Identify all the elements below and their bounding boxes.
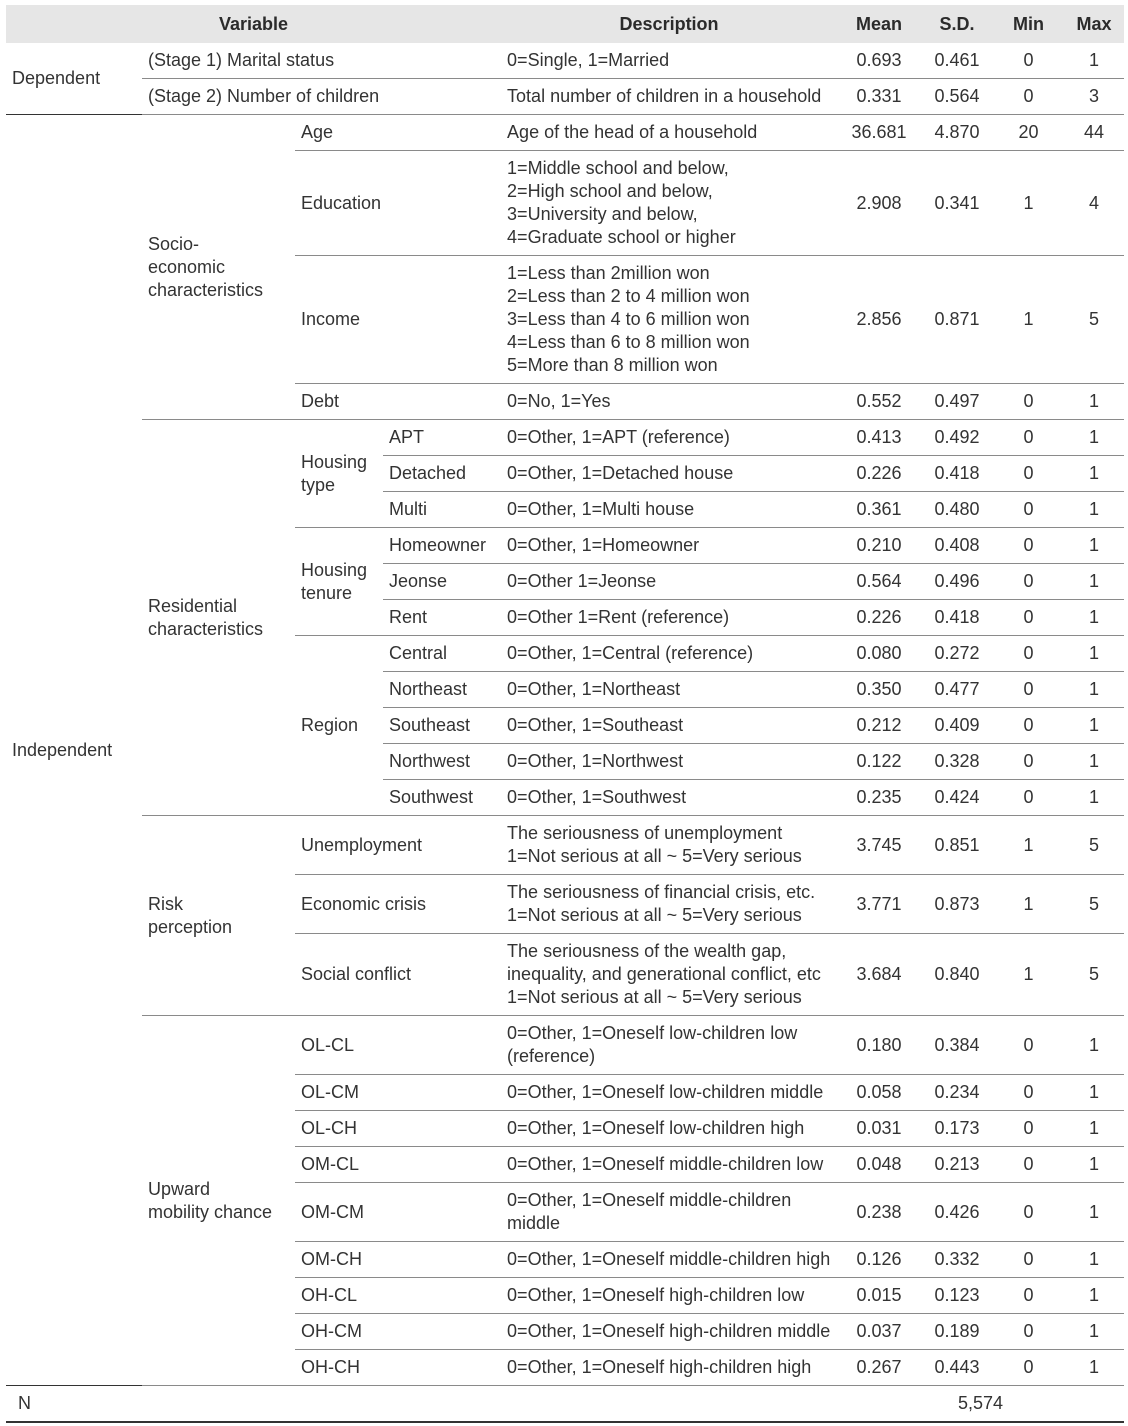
description-cell <box>501 636 837 672</box>
description-cell <box>501 420 837 456</box>
mean-cell: 0.350 <box>837 672 921 708</box>
max-cell: 1 <box>1064 528 1124 564</box>
subgroup-housing-type <box>295 420 383 528</box>
max-cell: 1 <box>1064 1183 1124 1242</box>
min-cell: 0 <box>993 420 1064 456</box>
description-line: 0=Other, 1=Southeast <box>507 715 684 735</box>
sd-cell: 0.461 <box>921 43 993 79</box>
description-line: 1=Middle school and below, <box>507 158 729 178</box>
max-cell: 5 <box>1064 875 1124 934</box>
description-cell <box>501 816 837 875</box>
group-upward-mobility <box>142 1016 295 1386</box>
min-cell: 1 <box>993 934 1064 1016</box>
n-label: N <box>6 1386 837 1423</box>
header-mean: Mean <box>837 5 921 43</box>
description-line: 0=Other, 1=Oneself middle-children high <box>507 1249 831 1269</box>
subgroup-region: Region <box>295 636 383 816</box>
mean-cell: 0.226 <box>837 456 921 492</box>
group-label-line: characteristics <box>148 279 264 300</box>
variable-cell: OM-CH <box>295 1242 501 1278</box>
max-cell: 1 <box>1064 1350 1124 1386</box>
description-line: 0=Other, 1=Northeast <box>507 679 681 699</box>
variable-cell: Education <box>295 151 501 256</box>
description-cell <box>501 1350 837 1386</box>
description-cell <box>501 492 837 528</box>
description-line: 0=Other, 1=Oneself high-children high <box>507 1357 812 1377</box>
description-cell <box>501 1075 837 1111</box>
mean-cell: 0.058 <box>837 1075 921 1111</box>
sd-cell: 0.492 <box>921 420 993 456</box>
group-label-line: tenure <box>301 582 353 603</box>
variable-cell: Homeowner <box>383 528 501 564</box>
min-cell: 0 <box>993 79 1064 115</box>
table-row <box>6 816 1124 875</box>
description-cell <box>501 564 837 600</box>
descriptive-statistics-table <box>6 5 1124 1423</box>
mean-cell: 0.235 <box>837 780 921 816</box>
variable-cell: Unemployment <box>295 816 501 875</box>
max-cell: 5 <box>1064 816 1124 875</box>
mean-cell: 0.180 <box>837 1016 921 1075</box>
group-risk-perception <box>142 816 295 1016</box>
group-label-line: characteristics <box>148 618 264 639</box>
description-line: 0=Other, 1=Oneself low-children low <box>507 1023 798 1043</box>
min-cell: 0 <box>993 600 1064 636</box>
mean-cell: 0.361 <box>837 492 921 528</box>
description-line: 0=Single, 1=Married <box>507 50 670 70</box>
min-cell: 0 <box>993 1314 1064 1350</box>
description-line: Age of the head of a household <box>507 122 758 142</box>
min-cell: 0 <box>993 528 1064 564</box>
sd-cell: 0.213 <box>921 1147 993 1183</box>
min-cell: 0 <box>993 1111 1064 1147</box>
variable-cell: APT <box>383 420 501 456</box>
variable-cell: (Stage 2) Number of children <box>142 79 501 115</box>
min-cell: 0 <box>993 1075 1064 1111</box>
mean-cell: 0.122 <box>837 744 921 780</box>
min-cell: 20 <box>993 115 1064 151</box>
sd-cell: 4.870 <box>921 115 993 151</box>
mean-cell: 2.856 <box>837 256 921 384</box>
description-line: 0=Other 1=Rent (reference) <box>507 607 730 627</box>
variable-cell: OL-CM <box>295 1075 501 1111</box>
mean-cell: 0.048 <box>837 1147 921 1183</box>
description-cell <box>501 456 837 492</box>
subgroup-housing-tenure <box>295 528 383 636</box>
min-cell: 0 <box>993 744 1064 780</box>
mean-cell: 0.212 <box>837 708 921 744</box>
group-residential <box>142 420 295 816</box>
max-cell: 1 <box>1064 456 1124 492</box>
group-label-line: mobility chance <box>148 1201 273 1222</box>
header-variable: Variable <box>6 5 501 43</box>
min-cell: 0 <box>993 564 1064 600</box>
min-cell: 0 <box>993 708 1064 744</box>
variable-cell: OH-CL <box>295 1278 501 1314</box>
max-cell: 1 <box>1064 420 1124 456</box>
min-cell: 0 <box>993 1350 1064 1386</box>
group-dependent: Dependent <box>6 43 142 115</box>
description-line: 1=Not serious at all ~ 5=Very serious <box>507 846 802 866</box>
variable-cell: Detached <box>383 456 501 492</box>
group-socio-economic <box>142 115 295 420</box>
header-row <box>6 5 1124 43</box>
min-cell: 0 <box>993 1147 1064 1183</box>
min-cell: 1 <box>993 816 1064 875</box>
max-cell: 4 <box>1064 151 1124 256</box>
variable-cell: Economic crisis <box>295 875 501 934</box>
variable-cell: Central <box>383 636 501 672</box>
mean-cell: 0.031 <box>837 1111 921 1147</box>
sd-cell: 0.840 <box>921 934 993 1016</box>
table-row <box>6 79 1124 115</box>
mean-cell: 0.210 <box>837 528 921 564</box>
sd-cell: 0.418 <box>921 600 993 636</box>
variable-cell: Rent <box>383 600 501 636</box>
sd-cell: 0.426 <box>921 1183 993 1242</box>
variable-cell: OH-CM <box>295 1314 501 1350</box>
variable-cell: OL-CH <box>295 1111 501 1147</box>
max-cell: 1 <box>1064 708 1124 744</box>
description-line: 0=Other, 1=Oneself low-children middle <box>507 1082 824 1102</box>
max-cell: 3 <box>1064 79 1124 115</box>
description-line: 0=Other, 1=APT (reference) <box>507 427 730 447</box>
sd-cell: 0.424 <box>921 780 993 816</box>
description-line: 2=Less than 2 to 4 million won <box>507 286 750 306</box>
group-label-line: Risk <box>148 893 183 914</box>
max-cell: 1 <box>1064 600 1124 636</box>
max-cell: 1 <box>1064 1075 1124 1111</box>
group-label-line: Upward <box>148 1178 211 1199</box>
table-row <box>6 1016 1124 1075</box>
sd-cell: 0.480 <box>921 492 993 528</box>
description-cell <box>501 79 837 115</box>
mean-cell: 0.080 <box>837 636 921 672</box>
min-cell: 0 <box>993 492 1064 528</box>
table-row <box>6 43 1124 79</box>
mean-cell: 0.413 <box>837 420 921 456</box>
sd-cell: 0.384 <box>921 1016 993 1075</box>
description-line: 3=University and below, <box>507 204 698 224</box>
sd-cell: 0.328 <box>921 744 993 780</box>
sd-cell: 0.408 <box>921 528 993 564</box>
sd-cell: 0.873 <box>921 875 993 934</box>
min-cell: 1 <box>993 256 1064 384</box>
mean-cell: 0.267 <box>837 1350 921 1386</box>
min-cell: 0 <box>993 672 1064 708</box>
sd-cell: 0.564 <box>921 79 993 115</box>
max-cell: 1 <box>1064 1016 1124 1075</box>
description-cell <box>501 934 837 1016</box>
max-cell: 1 <box>1064 672 1124 708</box>
description-cell <box>501 600 837 636</box>
sd-cell: 0.871 <box>921 256 993 384</box>
description-line: 0=Other 1=Jeonse <box>507 571 657 591</box>
group-label-line: Housing <box>301 451 368 472</box>
description-cell <box>501 1183 837 1242</box>
description-cell <box>501 875 837 934</box>
min-cell: 0 <box>993 1183 1064 1242</box>
variable-cell: Southwest <box>383 780 501 816</box>
group-label-line: Residential <box>148 595 238 616</box>
description-cell <box>501 256 837 384</box>
variable-cell: Debt <box>295 384 501 420</box>
min-cell: 1 <box>993 151 1064 256</box>
sd-cell: 0.332 <box>921 1242 993 1278</box>
header-min: Min <box>993 5 1064 43</box>
max-cell: 5 <box>1064 256 1124 384</box>
description-line: 3=Less than 4 to 6 million won <box>507 309 750 329</box>
description-cell <box>501 1016 837 1075</box>
min-cell: 0 <box>993 43 1064 79</box>
variable-cell: Income <box>295 256 501 384</box>
min-cell: 0 <box>993 1242 1064 1278</box>
description-cell <box>501 1111 837 1147</box>
description-cell <box>501 1242 837 1278</box>
description-line: The seriousness of the wealth gap, <box>507 941 787 961</box>
max-cell: 1 <box>1064 564 1124 600</box>
n-row <box>6 1386 1124 1423</box>
min-cell: 1 <box>993 875 1064 934</box>
sd-cell: 0.851 <box>921 816 993 875</box>
mean-cell: 0.037 <box>837 1314 921 1350</box>
max-cell: 5 <box>1064 934 1124 1016</box>
description-line: The seriousness of unemployment <box>507 823 783 843</box>
mean-cell: 0.238 <box>837 1183 921 1242</box>
description-cell <box>501 1278 837 1314</box>
description-line: 0=Other, 1=Oneself low-children high <box>507 1118 805 1138</box>
mean-cell: 0.015 <box>837 1278 921 1314</box>
sd-cell: 0.189 <box>921 1314 993 1350</box>
description-line: 0=Other, 1=Homeowner <box>507 535 700 555</box>
description-cell <box>501 780 837 816</box>
description-cell <box>501 708 837 744</box>
description-line: 0=Other, 1=Detached house <box>507 463 734 483</box>
sd-cell: 0.418 <box>921 456 993 492</box>
description-line: 0=Other, 1=Oneself middle-children low <box>507 1154 824 1174</box>
mean-cell: 0.693 <box>837 43 921 79</box>
description-line: Total number of children in a household <box>507 86 822 106</box>
description-cell <box>501 115 837 151</box>
mean-cell: 3.745 <box>837 816 921 875</box>
max-cell: 1 <box>1064 1147 1124 1183</box>
min-cell: 0 <box>993 456 1064 492</box>
description-cell <box>501 744 837 780</box>
mean-cell: 0.226 <box>837 600 921 636</box>
description-line: inequality, and generational conflict, etc <box>507 964 821 984</box>
variable-cell: OH-CH <box>295 1350 501 1386</box>
description-line: 0=Other, 1=Central (reference) <box>507 643 754 663</box>
max-cell: 1 <box>1064 384 1124 420</box>
max-cell: 1 <box>1064 1111 1124 1147</box>
description-line: 0=Other, 1=Oneself middle-children middle <box>507 1190 792 1233</box>
description-cell <box>501 672 837 708</box>
description-line: 0=Other, 1=Northwest <box>507 751 684 771</box>
min-cell: 0 <box>993 636 1064 672</box>
description-line: 1=Less than 2million won <box>507 263 710 283</box>
description-line: 0=Other, 1=Southwest <box>507 787 687 807</box>
mean-cell: 0.552 <box>837 384 921 420</box>
variable-cell: Northeast <box>383 672 501 708</box>
max-cell: 1 <box>1064 1278 1124 1314</box>
description-line: 4=Graduate school or higher <box>507 227 736 247</box>
description-cell <box>501 384 837 420</box>
table-row <box>6 115 1124 151</box>
description-line: 5=More than 8 million won <box>507 355 718 375</box>
sd-cell: 0.123 <box>921 1278 993 1314</box>
min-cell: 0 <box>993 780 1064 816</box>
variable-cell: Multi <box>383 492 501 528</box>
group-label-line: Housing <box>301 559 368 580</box>
variable-cell: Southeast <box>383 708 501 744</box>
variable-cell: (Stage 1) Marital status <box>142 43 501 79</box>
sd-cell: 0.272 <box>921 636 993 672</box>
group-label-line: economic <box>148 256 226 277</box>
description-line: 2=High school and below, <box>507 181 713 201</box>
description-line: 0=No, 1=Yes <box>507 391 611 411</box>
sd-cell: 0.497 <box>921 384 993 420</box>
variable-cell: Jeonse <box>383 564 501 600</box>
description-cell <box>501 151 837 256</box>
variable-cell: Age <box>295 115 501 151</box>
max-cell: 1 <box>1064 1314 1124 1350</box>
description-cell <box>501 43 837 79</box>
max-cell: 44 <box>1064 115 1124 151</box>
mean-cell: 0.331 <box>837 79 921 115</box>
sd-cell: 0.496 <box>921 564 993 600</box>
table-body <box>6 43 1124 1422</box>
variable-cell: Social conflict <box>295 934 501 1016</box>
group-label-line: Socio- <box>148 233 200 254</box>
sd-cell: 0.477 <box>921 672 993 708</box>
description-line: 0=Other, 1=Multi house <box>507 499 695 519</box>
min-cell: 0 <box>993 384 1064 420</box>
max-cell: 1 <box>1064 492 1124 528</box>
description-cell <box>501 1147 837 1183</box>
header-description: Description <box>501 5 837 43</box>
description-line: (reference) <box>507 1046 596 1066</box>
variable-cell: OM-CM <box>295 1183 501 1242</box>
mean-cell: 0.564 <box>837 564 921 600</box>
variable-cell: OM-CL <box>295 1147 501 1183</box>
sd-cell: 0.173 <box>921 1111 993 1147</box>
sd-cell: 0.443 <box>921 1350 993 1386</box>
description-line: 0=Other, 1=Oneself high-children middle <box>507 1321 831 1341</box>
min-cell: 0 <box>993 1016 1064 1075</box>
max-cell: 1 <box>1064 636 1124 672</box>
group-label-line: perception <box>148 916 233 937</box>
max-cell: 1 <box>1064 744 1124 780</box>
description-line: 1=Not serious at all ~ 5=Very serious <box>507 905 802 925</box>
table-row <box>6 420 1124 456</box>
sd-cell: 0.409 <box>921 708 993 744</box>
max-cell: 1 <box>1064 1242 1124 1278</box>
mean-cell: 3.684 <box>837 934 921 1016</box>
n-value: 5,574 <box>837 1386 1124 1423</box>
description-line: 0=Other, 1=Oneself high-children low <box>507 1285 805 1305</box>
header-sd: S.D. <box>921 5 993 43</box>
variable-cell: Northwest <box>383 744 501 780</box>
mean-cell: 2.908 <box>837 151 921 256</box>
description-cell <box>501 528 837 564</box>
header-max: Max <box>1064 5 1124 43</box>
description-line: The seriousness of financial crisis, etc. <box>507 882 816 902</box>
description-line: 4=Less than 6 to 8 million won <box>507 332 750 352</box>
description-cell <box>501 1314 837 1350</box>
sd-cell: 0.341 <box>921 151 993 256</box>
max-cell: 1 <box>1064 43 1124 79</box>
min-cell: 0 <box>993 1278 1064 1314</box>
sd-cell: 0.234 <box>921 1075 993 1111</box>
variable-cell: OL-CL <box>295 1016 501 1075</box>
max-cell: 1 <box>1064 780 1124 816</box>
mean-cell: 3.771 <box>837 875 921 934</box>
description-line: 1=Not serious at all ~ 5=Very serious <box>507 987 802 1007</box>
mean-cell: 36.681 <box>837 115 921 151</box>
group-independent: Independent <box>6 115 142 1386</box>
mean-cell: 0.126 <box>837 1242 921 1278</box>
group-label-line: type <box>301 474 336 495</box>
